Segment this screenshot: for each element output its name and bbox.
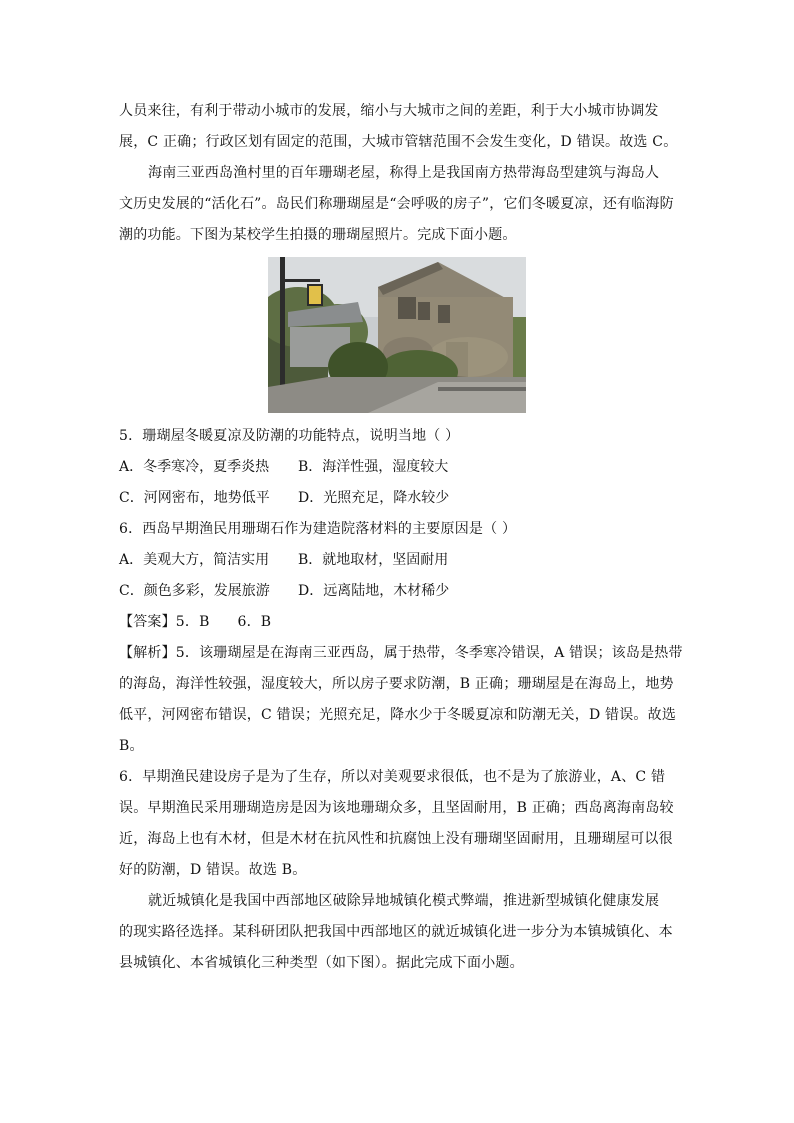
q6-option-b: B．就地取材，坚固耐用 — [298, 552, 449, 568]
analysis5-line-2: 的海岛，海洋性较强，湿度较大，所以房子要求防潮，B 正确；珊瑚屋是在海岛上，地势 — [119, 676, 674, 692]
intro-line-2: 展，C 正确；行政区划有固定的范围，大城市管辖范围不会发生变化，D 错误。故选 C。 — [119, 134, 678, 150]
passage-line-1: 海南三亚西岛渔村里的百年珊瑚老屋，称得上是我国南方热带海岛型建筑与海岛人 — [148, 165, 660, 181]
intro-line-1: 人员来往，有利于带动小城市的发展，缩小与大城市之间的差距，利于大小城市协调发 — [119, 103, 659, 119]
analysis6-line-4: 好的防潮，D 错误。故选 B。 — [119, 862, 307, 878]
q6-stem: 6．西岛早期渔民用珊瑚石作为建造院落材料的主要原因是（ ） — [119, 521, 517, 537]
q5-stem: 5．珊瑚屋冬暖夏凉及防潮的功能特点，说明当地（ ） — [119, 428, 460, 444]
q5-option-b: B．海洋性强，湿度较大 — [298, 459, 449, 475]
analysis5-line-3: 低平，河网密布错误，C 错误；光照充足，降水少于冬暖夏凉和防潮无关，D 错误。故选 — [119, 707, 677, 723]
analysis5-line-1: 【解析】5．该珊瑚屋是在海南三亚西岛，属于热带，冬季寒冷错误，A 错误；该岛是热带 — [119, 645, 683, 661]
coral-house-photo — [268, 257, 526, 413]
q6-option-c: C．颜色多彩，发展旅游 — [119, 583, 270, 599]
next-passage-line-1: 就近城镇化是我国中西部地区破除异地城镇化模式弊端，推进新型城镇化健康发展 — [148, 893, 660, 909]
analysis6-line-3: 近，海岛上也有木材，但是木材在抗风性和抗腐蚀上没有珊瑚坚固耐用，且珊瑚屋可以很 — [119, 831, 673, 847]
analysis6-line-1: 6．早期渔民建设房子是为了生存，所以对美观要求很低，也不是为了旅游业，A、C 错 — [119, 769, 666, 785]
passage-line-3: 潮的功能。下图为某校学生拍摄的珊瑚屋照片。完成下面小题。 — [119, 227, 517, 243]
q6-option-a: A．美观大方，简洁实用 — [119, 552, 270, 568]
q6-option-d: D．远离陆地，木材稀少 — [298, 583, 450, 599]
q5-option-c: C．河网密布，地势低平 — [119, 490, 270, 506]
passage-line-2: 文历史发展的“活化石”。岛民们称珊瑚屋是“会呼吸的房子”，它们冬暖夏凉，还有临海防 — [119, 196, 674, 212]
q5-option-d: D．光照充足，降水较少 — [298, 490, 450, 506]
analysis5-line-4: B。 — [119, 738, 144, 754]
analysis6-line-2: 误。早期渔民采用珊瑚造房是因为该地珊瑚众多，且坚固耐用，B 正确；西岛离海南岛较 — [119, 800, 674, 816]
q5-option-a: A．冬季寒冷，夏季炎热 — [119, 459, 270, 475]
next-passage-line-2: 的现实路径选择。某科研团队把我国中西部地区的就近城镇化进一步分为本镇城镇化、本 — [119, 924, 673, 940]
next-passage-line-3: 县城镇化、本省城镇化三种类型（如下图）。据此完成下面小题。 — [119, 955, 524, 971]
answer-line: 【答案】5．B 6．B — [119, 614, 272, 630]
